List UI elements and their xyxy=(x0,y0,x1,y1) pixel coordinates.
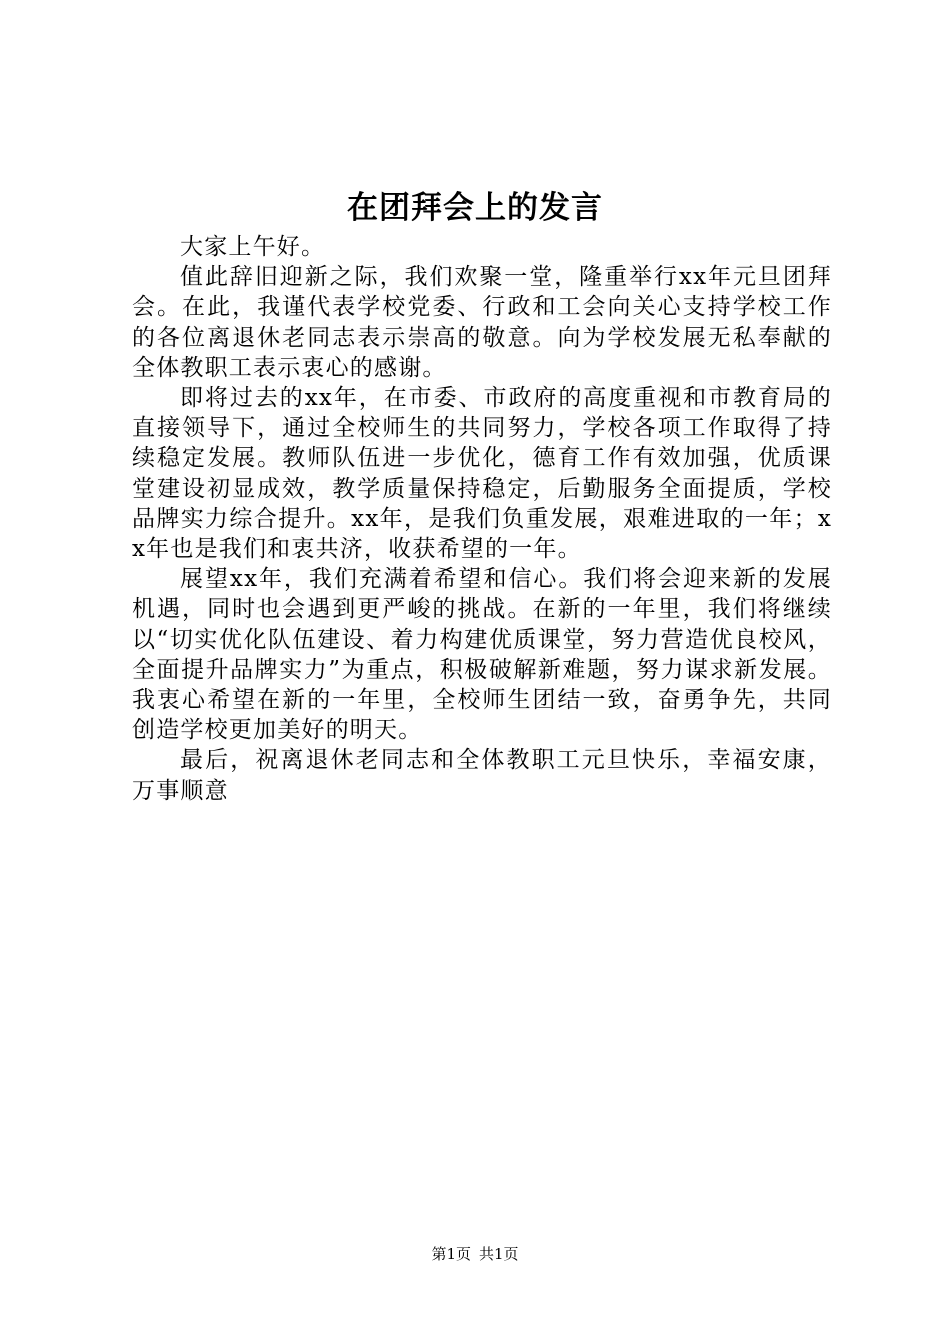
paragraph-greeting: 大家上午好。 xyxy=(180,234,326,260)
page-total: 共1页 xyxy=(479,1245,519,1263)
document-body xyxy=(132,232,832,806)
paragraph-review: 即将过去的xx年，在市委、市政府的高度重视和市教育局的直接领导下，通过全校师生的共同努力，学校各项工作取得了持续稳定发展。教师队伍进一步优化，德育工作有效加强，优质课堂建设初显成效，教学质量保持稳定，后勤服务全面提质，学校品牌实力综合提升。xx年，是我们负重发展，艰难进取的一年；xx年也是我们和衷共济，收获希望的一年。 xyxy=(132,385,832,563)
document-title: 在团拜会上的发言 xyxy=(347,190,603,226)
paragraph-outlook: 展望xx年，我们充满着希望和信心。我们将会迎来新的发展机遇，同时也会遇到更严峻的挑战。在新的一年里，我们将继续以“切实优化队伍建设、着力构建优质课堂，努力营造优良校风，全面提升品牌实力”为重点，积极破解新难题，努力谋求新发展。我衷心希望在新的一年里，全校师生团结一致，奋勇争先，共同创造学校更加美好的明天。 xyxy=(132,566,832,744)
paragraph-opening: 值此辞旧迎新之际，我们欢聚一堂，隆重举行xx年元旦团拜会。在此，我谨代表学校党委、行政和工会向关心支持学校工作的各位离退休老同志表示崇高的敬意。向为学校发展无私奉献的全体教职工表示衷心的感谢。 xyxy=(132,264,832,381)
paragraph-closing: 最后，祝离退休老同志和全体教职工元旦快乐，幸福安康，万事顺意 xyxy=(132,747,832,804)
page-number: 第1页 xyxy=(431,1245,471,1263)
page-footer xyxy=(0,1244,950,1264)
